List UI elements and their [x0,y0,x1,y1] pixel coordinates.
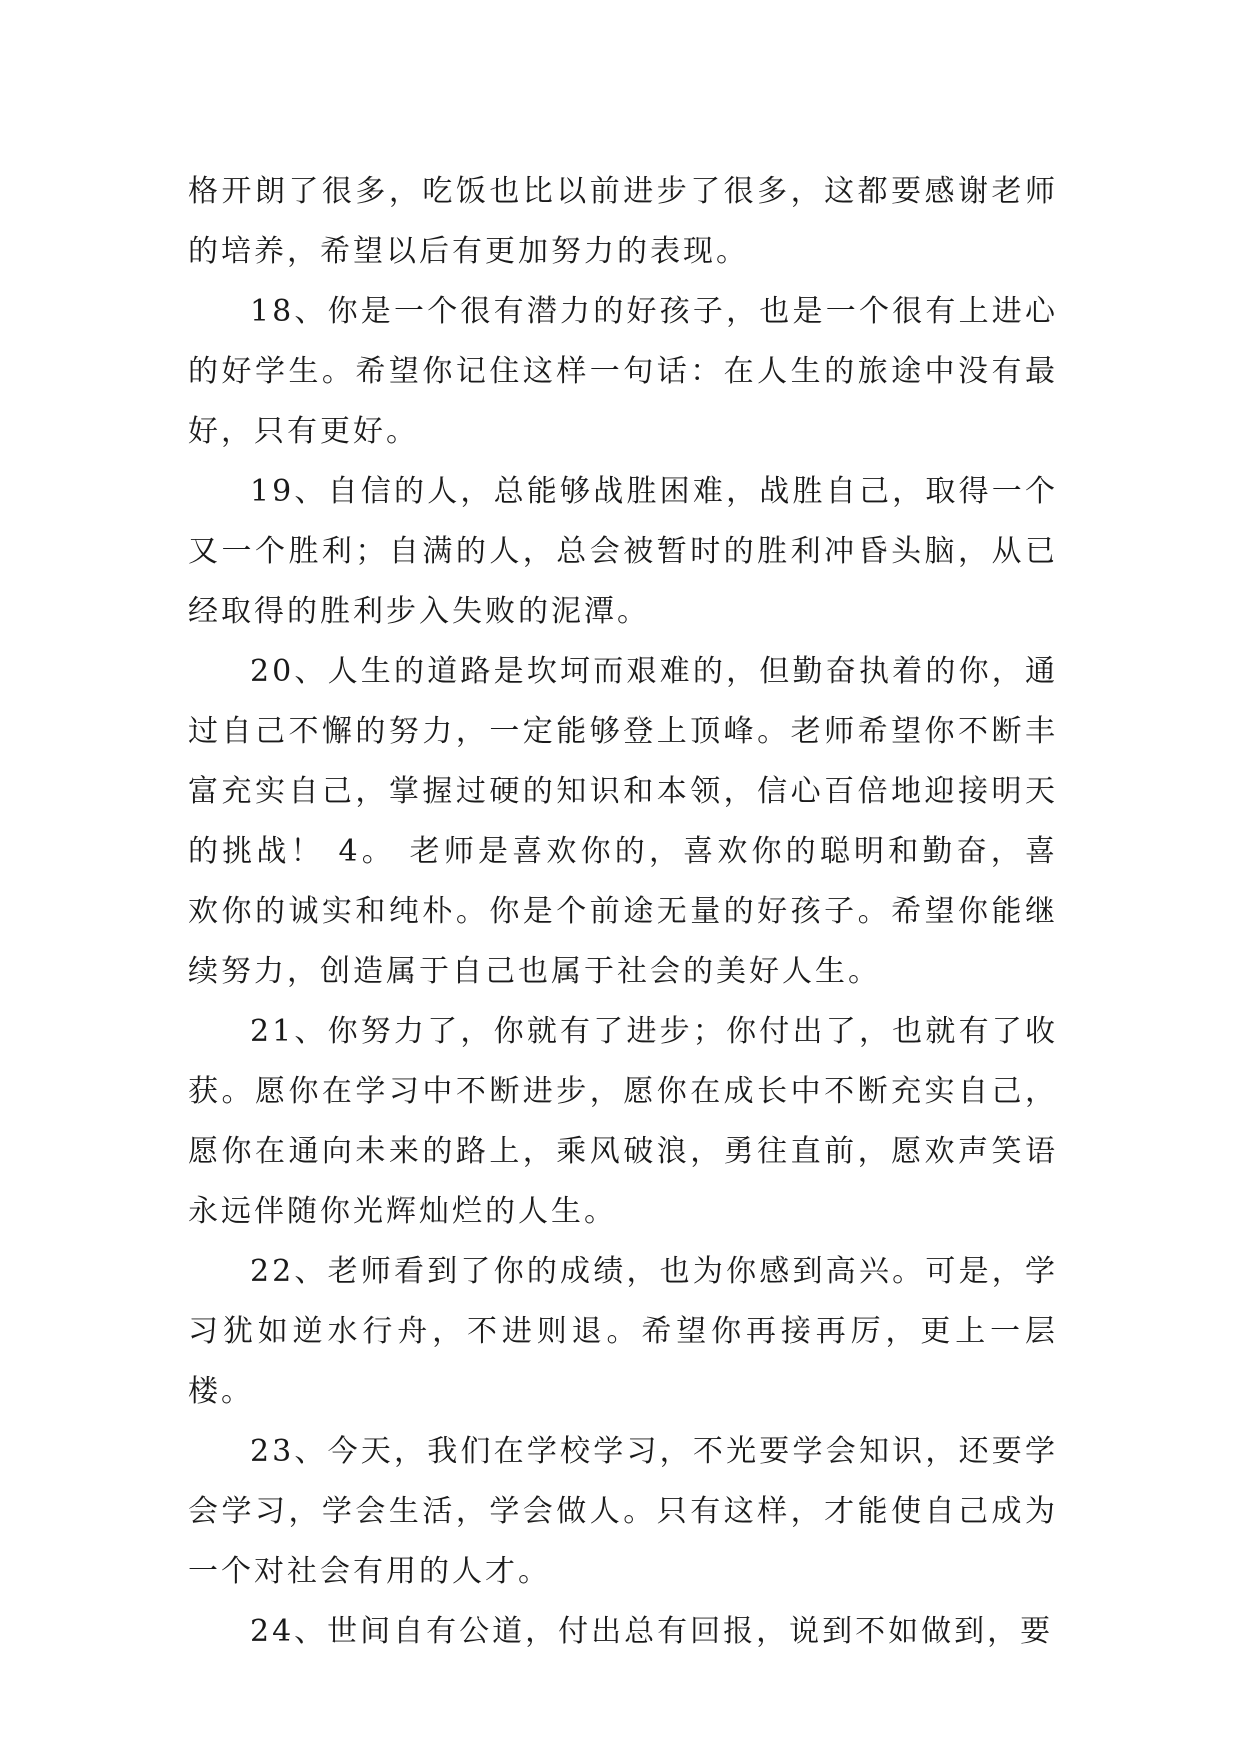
paragraph-23: 23、今天，我们在学校学习，不光要学会知识，还要学会学习，学会生活，学会做人。只有这样，才能使自己成为一个对社会有用的人才。 [188,1434,1058,1589]
document-body [188,162,1058,1662]
paragraph-18: 18、你是一个很有潜力的好孩子，也是一个很有上进心的好学生。希望你记住这样一句话：在人生的旅途中没有最好，只有更好。 [188,294,1058,449]
paragraph-continuation: 格开朗了很多，吃饭也比以前进步了很多，这都要感谢老师的培养，希望以后有更加努力的表现。 [188,174,1058,269]
paragraph-21: 21、你努力了，你就有了进步；你付出了，也就有了收获。愿你在学习中不断进步，愿你在成长中不断充实自己，愿你在通向未来的路上，乘风破浪，勇往直前，愿欢声笑语永远伴随你光辉灿烂的人生。 [188,1014,1058,1229]
paragraph-19: 19、自信的人，总能够战胜困难，战胜自己，取得一个又一个胜利；自满的人，总会被暂时的胜利冲昏头脑，从已经取得的胜利步入失败的泥潭。 [188,474,1058,629]
paragraph-22: 22、老师看到了你的成绩，也为你感到高兴。可是，学习犹如逆水行舟，不进则退。希望你再接再厉，更上一层楼。 [188,1254,1058,1409]
paragraph-20: 20、人生的道路是坎坷而艰难的，但勤奋执着的你，通过自己不懈的努力，一定能够登上顶峰。老师希望你不断丰富充实自己，掌握过硬的知识和本领，信心百倍地迎接明天的挑战！ 4。 老师是喜欢你的，喜欢你的聪明和勤奋，喜欢你的诚实和纯朴。你是个前途无量的好孩子。希望你能继续努力，创造属于自己也属于社会的美好人生。 [188,654,1058,989]
paragraph-24: 24、世间自有公道，付出总有回报，说到不如做到，要 [250,1614,1054,1649]
